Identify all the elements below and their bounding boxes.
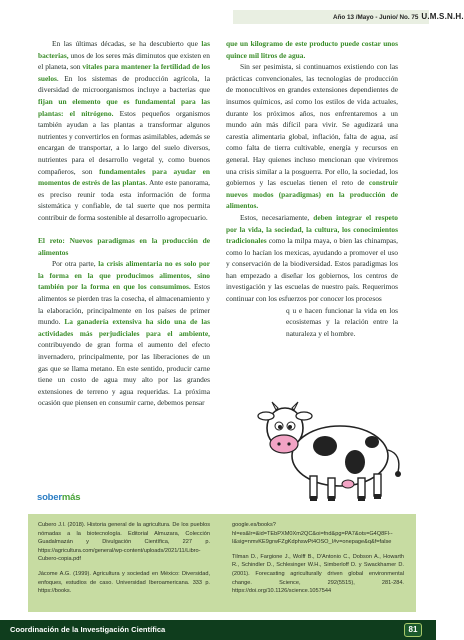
page-footer	[0, 620, 436, 640]
page-number: 81	[404, 623, 422, 637]
cow-illustration	[240, 398, 420, 508]
reference-item: google.es/books?hl=es&lr=&id=TEbPXM0Xm2QC&oi=fnd&pg=PA7&ots=G4Q8Fl--I&sig=nmvKE9grwFZgKdphswPt4OSO_I#v=onepage&q&f=false	[232, 522, 393, 546]
paragraph-paradigms: Estos, necesariamente, deben integrar el respeto por la vida, la sociedad, la cultura, los conocimientos tradicionales como la milpa maya, o bien las chinampas, como lo hacían los mexicas, ayudando a promover el uso y conservación de la biodiversidad. Estos paradigmas los han empezado a diseñar los gobiernos, los centros de investigación y las escuelas de nuestro país. Requerimos continuar con los esfuerzos por conocer los procesos	[226, 212, 398, 304]
references-box	[28, 514, 416, 612]
sobermas-logo: sobermás	[37, 492, 81, 503]
right-column	[226, 38, 398, 339]
section-heading: El reto: Nuevos paradigmas en la producción de alimentos	[38, 236, 210, 257]
paragraph-food-crisis: Por otra parte, la crisis alimentaria no es solo por la forma en la que producimos alimentos, sino también por la forma en que los consumimos. Estos alimentos se pierden tras la cosecha, el almacenamiento y la elaboración, principalmente en los países de primer mundo. La ganadería extensiva ha sido una de las actividades más perjudiciales para el ambiente, contribuyendo de gran forma el aumento del efecto invernadero, principalmente, por las liberaciones de un gas que se llama metano. En este sentido, producir carne tiene un costo de agua muy alto por las grandes extensiones de terreno y agua requeridas. La próxima ocasión que piensen en consumir carne, debemos pensar	[38, 259, 211, 408]
references-right	[232, 521, 404, 602]
issue-header	[333, 10, 464, 25]
paragraph-future: Sin ser pesimista, si continuamos existiendo con las prácticas convencionales, las tecnologías de producción de monocultivos en grandes extensiones dependientes de insumos químicos, así como los estilos de vida actuales, durante los próximos años, nos enfrentaremos a un mundo aún más difícil para vivir. Se agudizará una carestía alimentaria global, inflación, falta de agua, así como falta de tierra cultivable, energía y recursos en general. Hay quienes incluso mencionan que viviremos una crisis similar a la posguerra. Por ello, la sociedad, los gobiernos y las escuelas tienen el reto de construir nuevos modos (paradigmas) en la producción de alimentos.	[226, 62, 398, 211]
issue-label: Año 13 /Mayo - Junio/ No. 75	[333, 14, 419, 21]
reference-item: Cubero J.I. (2018). Historia general de la agricultura. De los pueblos nómadas a la biotecnología. Editorial Almuzara, Colección Guadalmazán y Divulgación Científica, 227 p. https://agricultura.com/general/wp-content/uploads/2021/11/Libro-Cubero-copia.pdf	[38, 522, 210, 563]
paragraph-ecosystems: q u e hacen funcionar la vida en los ecosistemas y la relación entre la naturaleza y el hombre.	[286, 305, 398, 338]
paragraph-bacteria: En las últimas décadas, se ha descubierto que las bacterias, unos de los seres más diminutos que existen en el planeta, son vitales para mantener la fertilidad de los suelos. En los sistemas de producción agrícola, la diversidad de microorganismos incluye a bacterias que fijan un elemento que es fundamental para las plantas: el nitrógeno. Estos pequeños organismos también ayudan a las plantas a transformar algunos nutrientes y convertirlos en formas asimilables, además se encargan de transportar, a lo largo del suelo diversos, nutrientes para el desarrollo vegetal y, como buenos compañeros, son fundamentales para ayudar en momentos de estrés de las plantas. Ante este panorama, es preciso reunir toda esta información de forma sistemática y confiable, de tal suerte que nos permita contribuir de forma sostenible al desarrollo agropecuario.	[38, 39, 210, 222]
university-label: U.M.S.N.H.	[421, 12, 464, 21]
reference-item: Jácome A.G. (1999). Agricultura y sociedad en México: Diversidad, enfoques, estudios de caso. Universidad Iberoamericana. 333 p. https://books.	[38, 570, 210, 595]
references-left	[38, 521, 210, 602]
footer-label: Coordinación de la Investigación Científica	[10, 625, 166, 634]
paragraph-water-cost: que un kilogramo de este producto puede costar unos quince mil litros de agua.	[226, 39, 398, 60]
left-column	[38, 38, 210, 409]
reference-item: Tilman D., Fargione J., Wolff B., D'Antonio C., Dobson A., Howarth R., Schindler D., Schlesinger W.H., Simberloff D. y Swackhamer D. (2001). Forecasting agriculturally driven global environmental change. Science, 292(5515), 281-284. https://doi.org/10.1126/science.1057544	[232, 553, 404, 595]
